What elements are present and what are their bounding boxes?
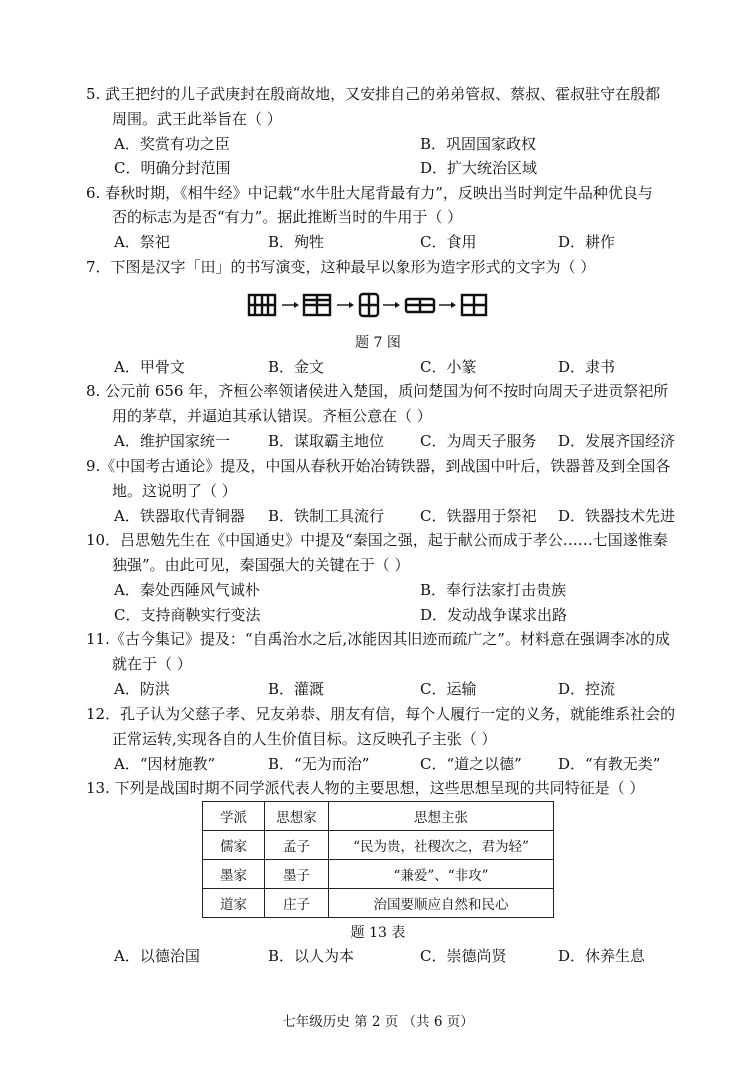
table-header-cell: 思想家 [265,802,329,831]
q6-stem-line1: 6. 春秋时期，《相牛经》中记载“水牛肚大尾背最有力”，反映出当时判定牛品种优良与 [86,184,653,202]
q5-option-a: A．奖赏有功之臣 [114,135,230,153]
q8-option-d: D．发展齐国经济 [558,432,676,450]
table-row [203,889,554,918]
q13-option-c: C．崇德尚贤 [420,947,507,965]
q7-option-d: D．隶书 [558,358,616,376]
q8-option-b: B．谋取霸主地位 [268,432,385,450]
q12-option-a: A．“因材施教” [114,755,216,773]
table-header-cell: 思想主张 [329,802,554,831]
table-cell: 墨家 [203,860,265,889]
tian-glyph-bronze [304,295,330,315]
q6-stem-line2: 否的标志为是否“有力”。据此推断当时的牛用于（ ） [112,208,463,226]
q9-option-a: A．铁器取代青铜器 [114,507,245,525]
q8-stem-line1: 8. 公元前 656 年，齐桓公率领诸侯进入楚国，质问楚国为何不按时向周天子进贡祭祀所 [86,382,669,400]
q13-schools-table [202,801,554,918]
q13-option-b: B．以人为本 [268,947,355,965]
q10-option-a: A．秦处西陲风气诚朴 [114,581,260,599]
q12-stem-line1: 12．孔子认为父慈子孝、兄友弟恭、朋友有信，每个人履行一定的义务，就能维系社会的 [86,705,676,723]
q6-option-a: A．祭祀 [114,233,170,251]
q11-stem-line2: 就在于（ ） [112,655,192,673]
q7-option-c: C．小篆 [420,358,477,376]
q13-option-d: D．休养生息 [558,947,646,965]
q12-option-d: D．“有教无类” [558,755,661,773]
table-cell: 孟子 [265,831,329,860]
q9-option-c: C．铁器用于祭祀 [420,507,537,525]
q11-option-a: A．防洪 [114,680,170,698]
q11-option-c: C．运输 [420,680,477,698]
q12-option-c: C．“道之以德” [420,755,522,773]
q10-option-b: B．奉行法家打击贵族 [420,581,567,599]
q11-stem-line1: 11.《古今集记》提及：“自禹治水之后,冰能因其旧迹而疏广之”。材料意在强调李冰的成 [86,630,670,648]
q7-figure-caption: 题 7 图 [355,335,401,351]
tian-glyph-oracle [249,295,275,315]
tian-glyph-regular [462,295,486,315]
q12-option-b: B．“无为而治” [268,755,370,773]
q5-stem-line1: 5. 武王把纣的儿子武庚封在殷商故地，又安排自己的弟弟管叔、蔡叔、霍叔驻守在殷都 [86,85,661,103]
table-cell: 道家 [203,889,265,918]
q6-option-b: B．殉牲 [268,233,325,251]
q11-option-b: B．灌溉 [268,680,325,698]
tian-glyph-seal [360,294,378,316]
table-cell: 儒家 [203,831,265,860]
table-row [203,831,554,860]
q5-stem-line2: 周围。武王此举旨在（ ） [112,110,282,128]
table-cell: 墨子 [265,860,329,889]
q8-stem-line2: 用的茅草，并逼迫其承认错误。齐桓公意在（ ） [112,407,432,425]
q7-option-a: A．甲骨文 [114,358,185,376]
table-cell: 庄子 [265,889,329,918]
q10-stem-line1: 10．吕思勉先生在《中国通史》中提及“秦国之强，起于献公而成于孝公……七国遂惟秦 [86,531,668,549]
q10-option-d: D．发动战争谋求出路 [420,606,568,624]
q5-option-b: B．巩固国家政权 [420,135,537,153]
q7-stem: 7．下图是汉字「田」的书写演变，这种最早以象形为造字形式的文字为（ ） [86,258,596,276]
q13-stem: 13. 下列是战国时期不同学派代表人物的主要思想，这些思想呈现的共同特征是（ ） [86,779,645,797]
tian-glyph-clerical [406,299,434,312]
q7-option-b: B．金文 [268,358,325,376]
page-footer: 七年级历史 第 2 页 （共 6 页） [282,1014,474,1030]
table-cell: 治国要顺应自然和民心 [329,889,554,918]
q8-option-c: C．为周天子服务 [420,432,537,450]
table-cell: “民为贵，社稷次之，君为轻” [329,831,554,860]
q6-option-c: C．食用 [420,233,477,251]
table-header-row [203,802,554,831]
tian-character-evolution-figure [246,292,500,318]
table-cell: “兼爱”、“非攻” [329,860,554,889]
table-row [203,860,554,889]
q5-option-c: C．明确分封范围 [114,159,231,177]
q9-option-d: D．铁器技术先进 [558,507,676,525]
q10-option-c: C．支持商鞅实行变法 [114,606,261,624]
q5-option-d: D．扩大统治区域 [420,159,538,177]
q9-stem-line1: 9.《中国考古通论》提及，中国从春秋开始冶铸铁器，到战国中叶后，铁器普及到全国各 [86,457,671,475]
q13-table-caption: 题 13 表 [350,925,406,941]
q12-stem-line2: 正常运转,实现各自的人生价值目标。这反映孔子主张（ ） [112,730,497,748]
q11-option-d: D．控流 [558,680,616,698]
q9-stem-line2: 地。这说明了（ ） [112,482,237,500]
q10-stem-line2: 独强”。由此可见，秦国强大的关键在于（ ） [112,556,410,574]
table-header-cell: 学派 [203,802,265,831]
q6-option-d: D．耕作 [558,233,616,251]
q8-option-a: A．维护国家统一 [114,432,230,450]
q9-option-b: B．铁制工具流行 [268,507,385,525]
q13-option-a: A．以德治国 [114,947,200,965]
